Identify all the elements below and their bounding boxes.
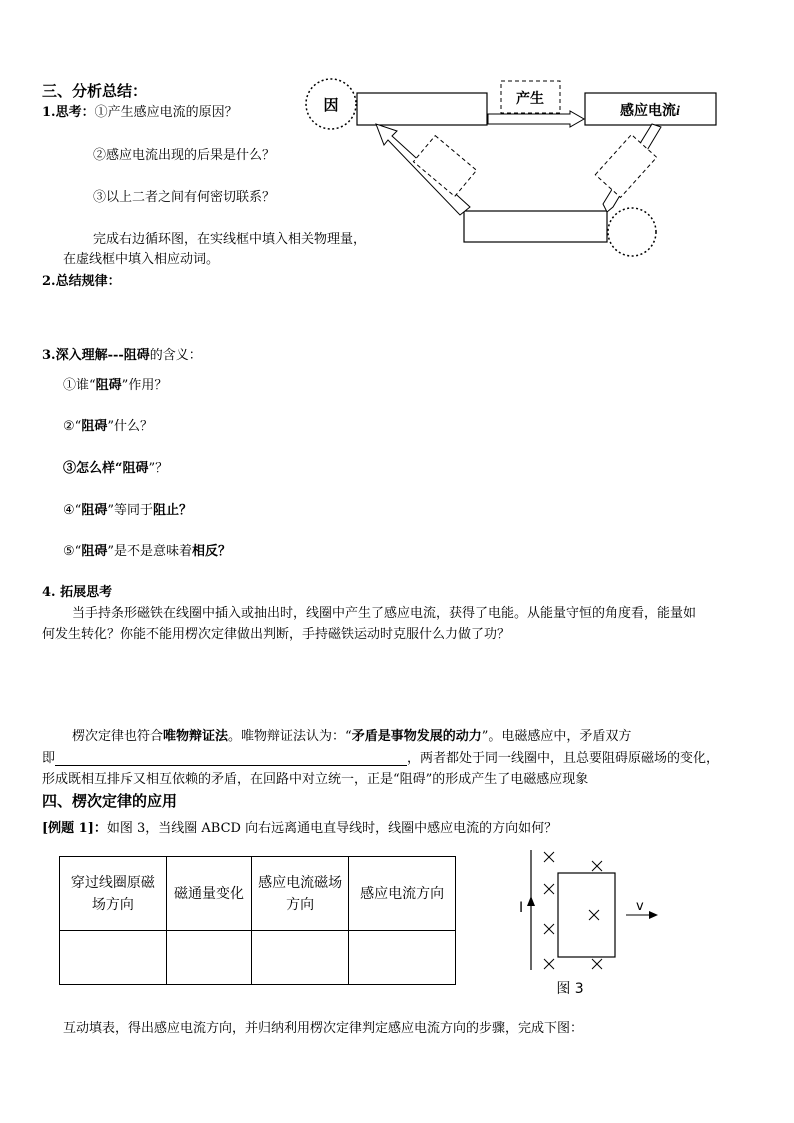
field-cross <box>592 959 602 969</box>
result-circle <box>608 208 656 256</box>
quantity-box-top-left <box>357 93 487 125</box>
table-cell[interactable] <box>349 931 456 985</box>
analysis-table <box>59 856 456 985</box>
hindrance-question-5: ⑤“阻碍”是不是意味着相反？ <box>63 544 231 559</box>
cycle-diagram <box>300 74 730 264</box>
dialectic-line-1: 楞次定律也符合唯物辩证法。唯物辩证法认为：“矛盾是事物发展的动力”。电磁感应中，矛盾双方 <box>72 729 632 744</box>
quantity-box-bottom <box>464 211 607 242</box>
figure-3 <box>505 842 665 1002</box>
figure-caption: 图 3 <box>556 981 584 997</box>
think-question-1 <box>42 101 238 120</box>
table-cell[interactable] <box>60 931 167 985</box>
summary-rule-label: 2.总结规律： <box>42 274 121 289</box>
think-item-3: ③以上二者之间有何密切联系？ <box>93 190 276 205</box>
deep-understanding-heading: 3.深入理解---阻碍的含义： <box>42 348 202 363</box>
induced-current-label: 感应电流i <box>620 103 680 119</box>
table-header: 感应电流磁场方向 <box>252 857 349 931</box>
extension-paragraph-line-1: 当手持条形磁铁在线圈中插入或抽出时，线圈中产生了感应电流，获得了电能。从能量守恒的角度看，能量如 <box>72 606 697 621</box>
instruction-line-1: 完成右边循环图，在实线框中填入相关物理量， <box>93 232 367 247</box>
field-cross <box>544 924 554 934</box>
final-instruction: 互动填表，得出感应电流方向，并归纳利用楞次定律判定感应电流方向的步骤，完成下图： <box>63 1021 584 1036</box>
dialectic-line-2: 即 ，两者都处于同一线圈中，且总要阻碍原磁场的变化， <box>42 751 720 766</box>
section3-title: 三、分析总结： <box>42 82 148 100</box>
verb-box-left <box>413 136 476 197</box>
produce-label: 产生 <box>516 91 544 107</box>
think-item-1: ①产生感应电流的原因？ <box>94 105 238 120</box>
hindrance-question-4: ④“阻碍”等同于阻止？ <box>63 503 192 518</box>
coil-abcd <box>558 873 615 957</box>
extension-paragraph-line-2: 何发生转化？你能不能用楞次定律做出判断，手持磁铁运动时克服什么力做了功？ <box>42 627 511 642</box>
cause-label: 因 <box>323 96 339 114</box>
table-header-row <box>60 857 456 931</box>
section4-title: 四、楞次定律的应用 <box>42 792 178 810</box>
current-label: I <box>519 900 524 916</box>
hindrance-question-1: ①谁“阻碍”作用？ <box>63 378 168 393</box>
table-header: 感应电流方向 <box>349 857 456 931</box>
field-cross <box>544 959 554 969</box>
think-item-2: ②感应电流出现的后果是什么？ <box>93 148 276 163</box>
table-answer-row <box>60 931 456 985</box>
table-cell[interactable] <box>252 931 349 985</box>
answer-blank[interactable] <box>55 751 407 766</box>
table-header: 穿过线圈原磁场方向 <box>60 857 167 931</box>
field-cross <box>592 861 602 871</box>
current-arrow <box>527 896 535 906</box>
field-cross <box>544 884 554 894</box>
table-cell[interactable] <box>166 931 251 985</box>
velocity-label: v <box>636 899 644 914</box>
extension-heading: 4. 拓展思考 <box>42 585 113 600</box>
instruction-line-2: 在虚线框中填入相应动词。 <box>63 252 220 267</box>
field-cross <box>544 852 554 862</box>
hindrance-question-2: ②“阻碍”什么？ <box>63 419 153 434</box>
example-question: [例题 1]：如图 3，当线圈 ABCD 向右远离通电直导线时，线圈中感应电流的方向如何？ <box>42 821 558 836</box>
hindrance-question-3: ③怎么样“阻碍”？ <box>63 461 169 476</box>
think-label: 1.思考： <box>42 105 95 120</box>
dialectic-line-3: 形成既相互排斥又相互依赖的矛盾，在回路中对立统一，正是“阻碍”的形成产生了电磁感应现象 <box>42 772 589 787</box>
table-header: 磁通量变化 <box>166 857 251 931</box>
